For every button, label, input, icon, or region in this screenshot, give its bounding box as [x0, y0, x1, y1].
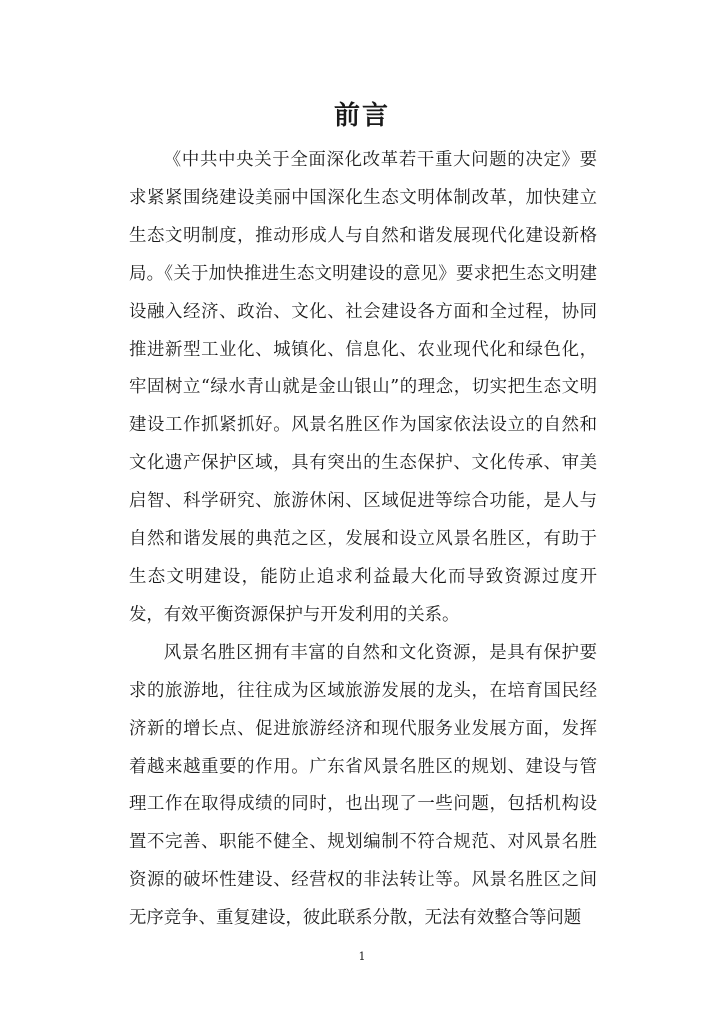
body-text: [129, 142, 597, 938]
paragraph: 《中共中央关于全面深化改革若干重大问题的决定》要求紧紧围绕建设美丽中国深化生态文明体制改革，加快建立生态文明制度，推动形成人与自然和谐发展现代化建设新格局。《关于加快推进生态文明建设的意见》要求把生态文明建设融入经济、政治、文化、社会建设各方面和全过程，协同推进新型工业化、城镇化、信息化、农业现代化和绿色化，牢固树立“绿水青山就是金山银山”的理念，切实把生态文明建设工作抓紧抓好。风景名胜区作为国家依法设立的自然和文化遗产保护区域，具有突出的生态保护、文化传承、审美启智、科学研究、旅游休闲、区域促进等综合功能，是人与自然和谐发展的典范之区，发展和设立风景名胜区，有助于生态文明建设，能防止追求利益最大化而导致资源过度开发，有效平衡资源保护与开发利用的关系。: [129, 150, 597, 625]
paragraph: 风景名胜区拥有丰富的自然和文化资源，是具有保护要求的旅游地，往往成为区域旅游发展的龙头，在培育国民经济新的增长点、促进旅游经济和现代服务业发展方面，发挥着越来越重要的作用。广东省风景名胜区的规划、建设与管理工作在取得成绩的同时，也出现了一些问题，包括机构设置不完善、职能不健全、规划编制不符合规范、对风景名胜资源的破坏性建设、经营权的非法转让等。风景名胜区之间无序竞争、重复建设，彼此联系分散，无法有效整合等问题: [129, 642, 597, 929]
page-title: 前言: [333, 101, 390, 131]
page-number: 1: [358, 950, 366, 963]
